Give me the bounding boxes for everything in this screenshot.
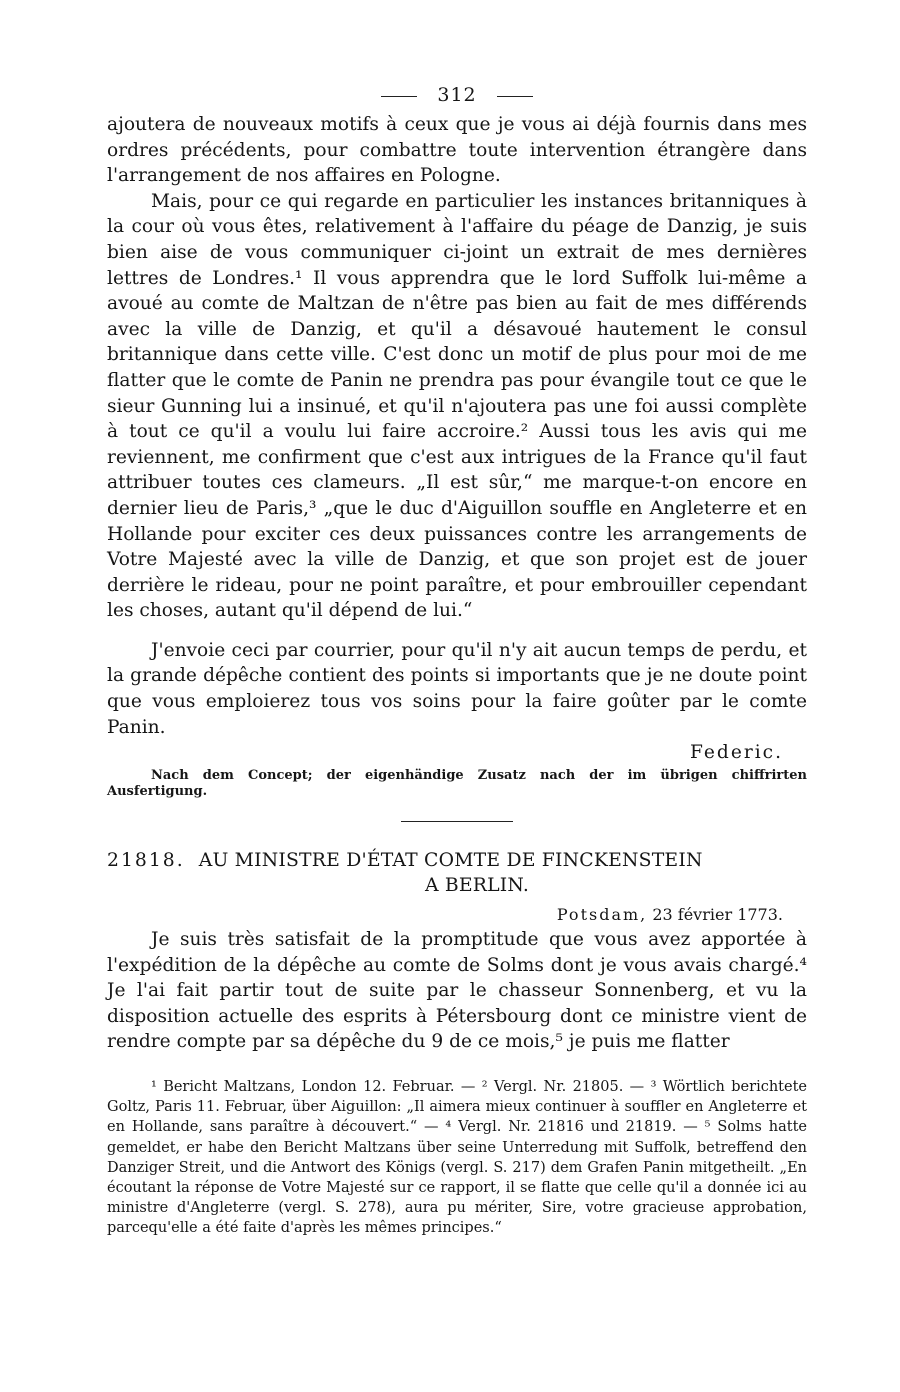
date: 23 février 1773. xyxy=(652,905,783,925)
footnotes-text: ¹ Bericht Maltzans, London 12. Februar. — ² Vergl. Nr. 21805. — ³ Wörtlich berichtete Goltz, Paris 11. Februar, über Aiguillon: „Il aimera mieux continuer à souffler en Angleterre et en Hollande, sans paraître à découvert.“ — ⁴ Vergl. Nr. 21816 und 21819. — ⁵ Solms hatte gemeldet, er habe den Bericht Maltzans über seine Unterredung mit Suffolk, betreffend den Danziger Streit, und die Antwort des Königs (vergl. S. 217) dem Grafen Panin mitgetheilt. „En écoutant la réponse de Votre Majesté sur ce rapport, il se flatte que celle qu'il a donnée ici au ministre d'Angleterre (vergl. S. 278), aura pu mériter, Sire, votre gracieuse approbation, parcequ'elle a été faite d'après les mêmes principes.“ xyxy=(107,1079,807,1237)
book-page xyxy=(107,84,807,1239)
source-note: Nach dem Concept; der eigenhändige Zusatz nach der im übrigen chiffrirten Ausfertigung. xyxy=(107,767,807,800)
document-title-line-1: AU MINISTRE D'ÉTAT COMTE DE FINCKENSTEIN xyxy=(198,849,703,871)
document-heading xyxy=(107,848,807,899)
place: Potsdam, xyxy=(556,905,648,925)
letter-paragraph-3: J'envoie ceci par courrier, pour qu'il n'y ait aucun temps de perdu, et la grande dépêche contient des points si importants que je ne doute point que vous emploierez tous vos soins pour la faire goûter par le comte Panin. xyxy=(107,639,807,738)
section-divider xyxy=(401,821,513,822)
paragraph-gap xyxy=(107,624,807,638)
header-dash-left xyxy=(381,96,417,97)
heading-line-1 xyxy=(107,848,807,874)
dateline xyxy=(107,903,807,927)
document-title-line-2: A BERLIN. xyxy=(424,875,530,897)
document-body: Je suis très satisfait de la promptitude que vous avez apportée à l'expédition de la dépêche au comte de Solms dont je vous avais chargé.⁴ Je l'ai fait partir tout de suite par le chasseur Sonnenberg, et vu la disposition actuelle des esprits à Pétersbourg dont ce ministre vient de rendre compte par sa dépêche du 9 de ce mois,⁵ je puis me flatter xyxy=(107,929,807,1053)
page-header xyxy=(107,84,807,112)
page-number: 312 xyxy=(437,84,477,106)
letter-paragraph-2: Mais, pour ce qui regarde en particulier les instances britanniques à la cour où vous êtes, relativement à l'affaire du péage de Danzig, je suis bien aise de vous communiquer ci-joint un extrait de mes dernières lettres de Londres.¹ Il vous apprendra que le lord Suffolk lui-même a avoué au comte de Maltzan de n'être pas bien au fait de mes différends avec la ville de Danzig, et qu'il a désavoué hautement le consul britannique dans cette ville. C'est donc un motif de plus pour moi de me flatter que le comte de Panin ne prendra pas pour évangile tout ce que le sieur Gunning lui a insinué, et qu'il n'ajoutera pas une foi aussi complète à tout ce qu'il a voulu lui faire accroire.² Aussi tous les avis qui me reviennent, me confirment que c'est aux intrigues de la France qu'il faut attribuer toutes ces clameurs. „Il est sûr,“ me marque-t-on encore en dernier lieu de Paris,³ „que le duc d'Aiguillon souffle en Angleterre et en Hollande pour exciter ces deux puissances contre les arrangements de Votre Majesté avec la ville de Danzig, et que son projet est de jouer derrière le rideau, pour ne point paraître, et pour embrouiller cependant les choses, autant qu'il dépend de lui.“ xyxy=(107,190,807,622)
letter-paragraph-1: ajoutera de nouveaux motifs à ceux que je vous ai déjà fournis dans mes ordres précédents, pour combattre toute intervention étrangère dans l'arrangement de nos affaires en Pologne. xyxy=(107,114,807,187)
header-dash-right xyxy=(497,96,533,97)
document-number: 21818. xyxy=(107,849,185,871)
signature: Federic. xyxy=(690,742,783,764)
footnotes xyxy=(107,1077,807,1239)
